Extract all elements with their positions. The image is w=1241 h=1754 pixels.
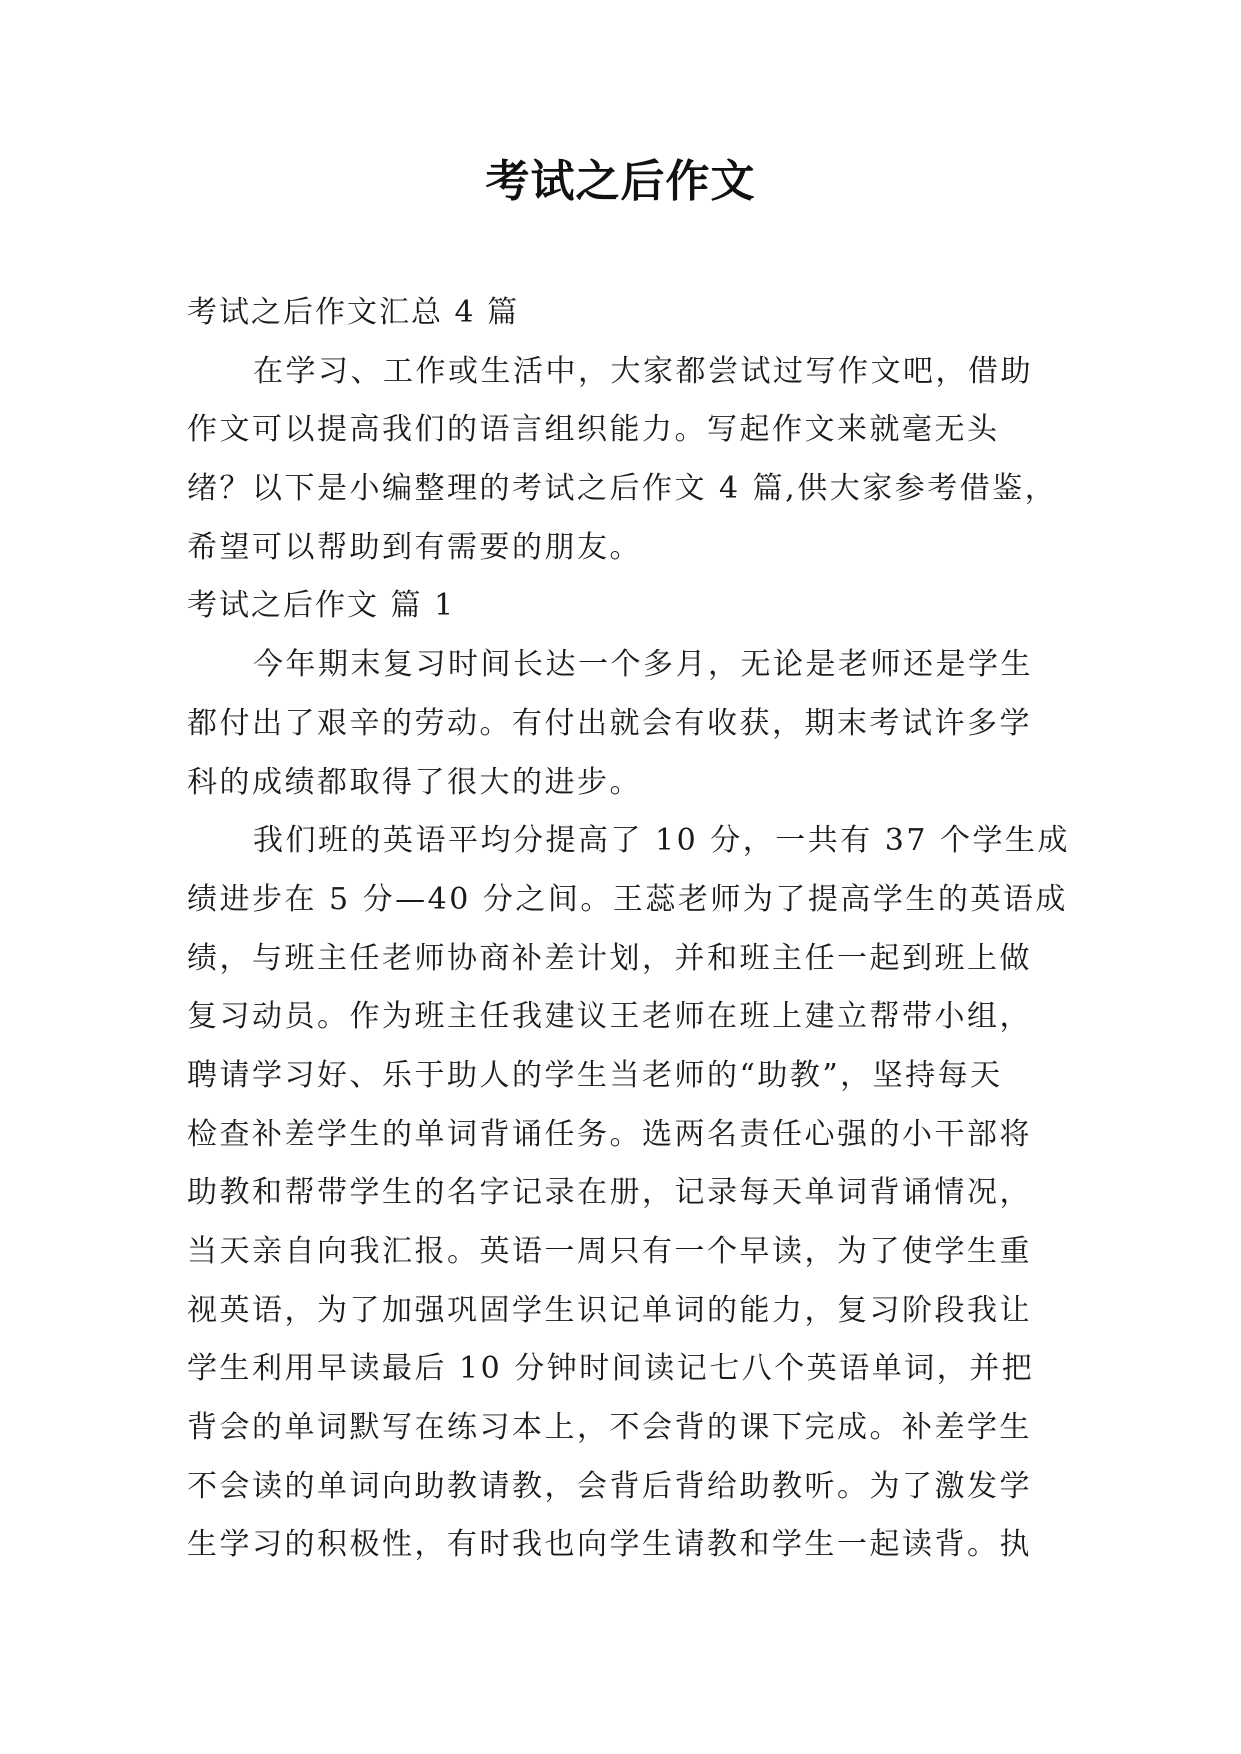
paragraph-line: 生学习的积极性，有时我也向学生请教和学生一起读背。执 [187, 1527, 1032, 1563]
paragraph-line: 检查补差学生的单词背诵任务。选两名责任心强的小干部将 [187, 1116, 1032, 1152]
paragraph-line: 作文可以提高我们的语言组织能力。写起作文来就毫无头 [187, 412, 1000, 448]
paragraph-line: 绪？以下是小编整理的考试之后作文 4 篇,供大家参考借鉴， [187, 471, 1058, 507]
paragraph-line: 不会读的单词向助教请教，会背后背给助教听。为了激发学 [187, 1468, 1032, 1504]
paragraph-line: 希望可以帮助到有需要的朋友。 [187, 529, 642, 565]
subtitle-line: 考试之后作文汇总 4 篇 [187, 295, 520, 330]
paragraph-line: 背会的单词默写在练习本上，不会背的课下完成。补差学生 [187, 1410, 1032, 1446]
paragraph-line: 绩进步在 5 分—40 分之间。王蕊老师为了提高学生的英语成 [187, 881, 1068, 917]
paragraph-line: 学生利用早读最后 10 分钟时间读记七八个英语单词，并把 [187, 1351, 1035, 1387]
paragraph-line: 科的成绩都取得了很大的进步。 [187, 764, 642, 800]
section-heading: 考试之后作文 篇 1 [187, 588, 456, 624]
document-title: 考试之后作文 [485, 156, 756, 207]
paragraph-line: 我们班的英语平均分提高了 10 分，一共有 37 个学生成 [253, 823, 1070, 859]
paragraph-line: 当天亲自向我汇报。英语一周只有一个早读，为了使学生重 [187, 1234, 1032, 1269]
paragraph-line: 绩，与班主任老师协商补差计划，并和班主任一起到班上做 [187, 940, 1032, 976]
document-body [187, 284, 1070, 1575]
paragraph-line: 都付出了艰辛的劳动。有付出就会有收获，期末考试许多学 [187, 705, 1032, 741]
paragraph-line: 在学习、工作或生活中，大家都尝试过写作文吧，借助 [253, 353, 1033, 389]
paragraph-line: 助教和帮带学生的名字记录在册，记录每天单词背诵情况， [187, 1175, 1032, 1211]
paragraph-line: 聘请学习好、乐于助人的学生当老师的“助教”，坚持每天 [187, 1057, 1003, 1093]
paragraph-line: 视英语，为了加强巩固学生识记单词的能力，复习阶段我让 [187, 1292, 1032, 1328]
paragraph-line: 复习动员。作为班主任我建议王老师在班上建立帮带小组， [187, 999, 1032, 1035]
paragraph-line: 今年期末复习时间长达一个多月，无论是老师还是学生 [253, 647, 1033, 683]
